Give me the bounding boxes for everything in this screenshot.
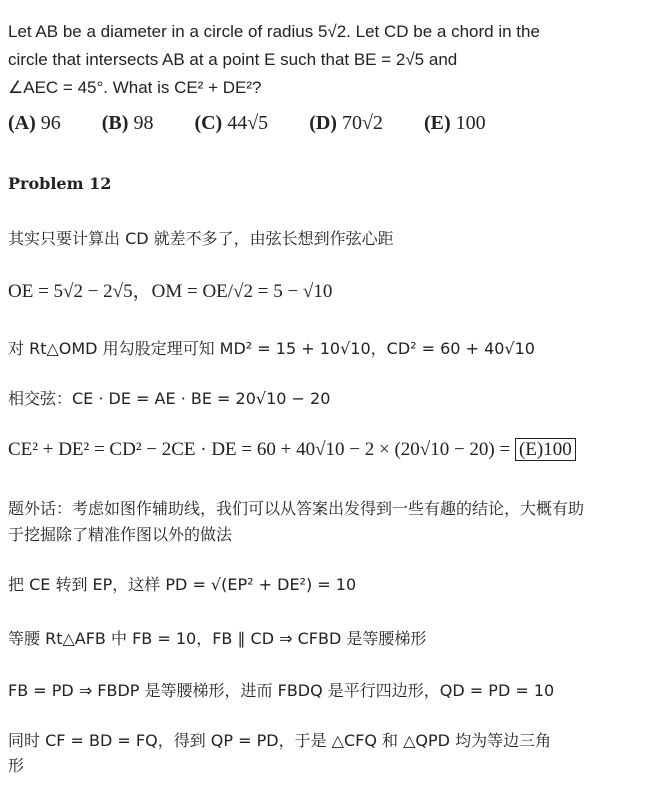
choice-e: (E) 100: [423, 112, 486, 134]
equation-md-cd: 对 Rt△OMD 用勾股定理可知 MD² = 15 + 10√10，CD² = 60 + 40√10: [8, 339, 535, 358]
step-parallelogram: FB = PD ⇒ FBDP 是等腰梯形，进而 FBDQ 是平行四边形，QD = PD = 10: [8, 681, 555, 700]
remark-line-1: 题外话：考虑如图作辅助线，我们可以从答案出发得到一些有趣的结论，大概有助: [8, 499, 585, 518]
equation-final-expression: CE² + DE² = CD² − 2CE · DE = 60 + 40√10 − 2 × (20√10 − 20) =: [8, 439, 511, 460]
problem-text-line-2: circle that intersects AB at a point E such that BE = 2√5 and: [8, 50, 458, 69]
step-equilateral-line-1: 同时 CF = BD = FQ，得到 QP = PD，于是 △CFQ 和 △QPD 均为等边三角: [8, 731, 552, 750]
step-rotate-ce: 把 CE 转到 EP，这样 PD = √(EP² + DE²) = 10: [8, 575, 357, 594]
problem-text-line-3: ∠AEC = 45°. What is CE² + DE²?: [8, 78, 262, 97]
answer-choices: [8, 112, 522, 135]
remark-line-2: 于挖掘除了精准作图以外的做法: [8, 525, 233, 544]
step-isosceles-trapezoid-cfbd: 等腰 Rt△AFB 中 FB = 10，FB ∥ CD ⇒ CFBD 是等腰梯形: [8, 629, 427, 648]
choice-c: (C) 44√5: [194, 112, 269, 134]
final-answer-box: (E)100: [515, 438, 576, 461]
problem-heading: Problem 12: [8, 174, 112, 193]
equation-final: [8, 439, 576, 461]
choice-d: (D) 70√2: [309, 112, 383, 134]
choice-a: (A) 96: [8, 112, 61, 134]
step-equilateral-line-2: 形: [8, 756, 25, 775]
problem-text-line-1: Let AB be a diameter in a circle of radius 5√2. Let CD be a chord in the: [8, 22, 540, 41]
solution-intro: 其实只要计算出 CD 就差不多了，由弦长想到作弦心距: [8, 229, 394, 248]
equation-oe-om: OE = 5√2 − 2√5，OM = OE/√2 = 5 − √10: [8, 281, 333, 302]
choice-b: (B) 98: [101, 112, 154, 134]
equation-intersecting-chords: 相交弦：CE · DE = AE · BE = 20√10 − 20: [8, 389, 331, 408]
